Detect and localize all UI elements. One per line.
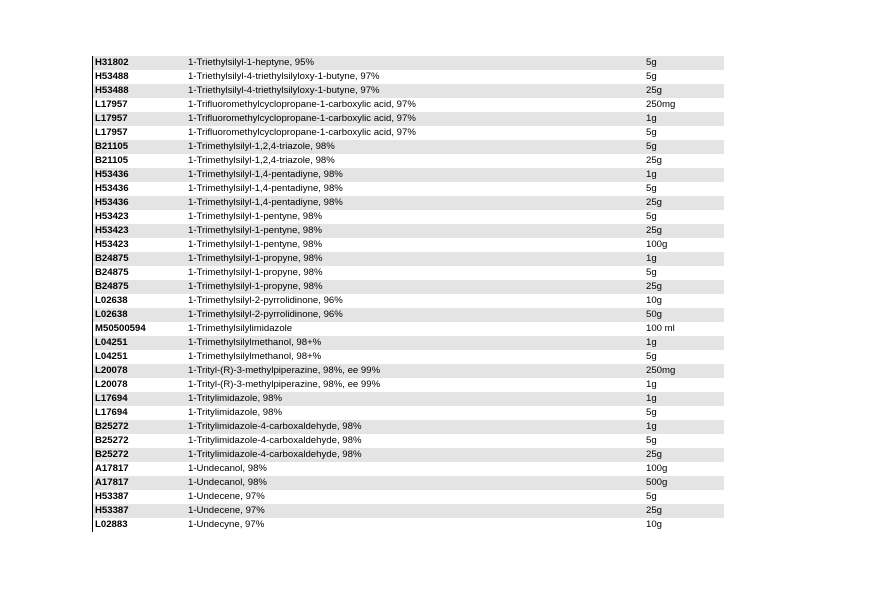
product-code: B24875 <box>95 267 129 278</box>
product-code: L02883 <box>95 519 128 530</box>
product-code: H53387 <box>95 505 129 516</box>
product-name: 1-Tritylimidazole-4-carboxaldehyde, 98% <box>188 449 362 460</box>
table-row <box>92 308 724 322</box>
table-row <box>92 420 724 434</box>
pack-size: 5g <box>646 267 657 278</box>
table-row <box>92 140 724 154</box>
product-code: H53423 <box>95 239 129 250</box>
product-code: L17694 <box>95 393 128 404</box>
product-name: 1-Trimethylsilyl-1,2,4-triazole, 98% <box>188 155 335 166</box>
table-row <box>92 112 724 126</box>
pack-size: 25g <box>646 197 663 208</box>
table-row <box>92 336 724 350</box>
pack-size: 250mg <box>646 99 676 110</box>
product-code: L17694 <box>95 407 128 418</box>
product-code: B24875 <box>95 253 129 264</box>
table-row <box>92 350 724 364</box>
product-code: H53423 <box>95 225 129 236</box>
pack-size: 25g <box>646 449 663 460</box>
product-name: 1-Trifluoromethylcyclopropane-1-carboxylic acid, 97% <box>188 113 416 124</box>
table-row <box>92 70 724 84</box>
table-row <box>92 224 724 238</box>
table-row <box>92 126 724 140</box>
table-row <box>92 252 724 266</box>
product-code: H53436 <box>95 169 129 180</box>
product-name: 1-Triethylsilyl-4-triethylsilyloxy-1-butyne, 97% <box>188 85 380 96</box>
pack-size: 1g <box>646 337 657 348</box>
table-row <box>92 168 724 182</box>
table-row <box>92 154 724 168</box>
table-row <box>92 504 724 518</box>
pack-size: 1g <box>646 253 657 264</box>
product-code: H53436 <box>95 197 129 208</box>
product-name: 1-Trimethylsilyl-1-pentyne, 98% <box>188 239 323 250</box>
pack-size: 50g <box>646 309 663 320</box>
table-row <box>92 266 724 280</box>
pack-size: 5g <box>646 57 657 68</box>
product-name: 1-Trimethylsilyl-1-propyne, 98% <box>188 281 323 292</box>
table-row <box>92 210 724 224</box>
product-name: 1-Trimethylsilyl-1-pentyne, 98% <box>188 225 323 236</box>
product-name: 1-Trimethylsilyl-1,4-pentadiyne, 98% <box>188 183 343 194</box>
table-row <box>92 322 724 336</box>
table-row <box>92 56 724 70</box>
pack-size: 5g <box>646 211 657 222</box>
table-row <box>92 294 724 308</box>
product-name: 1-Trimethylsilylmethanol, 98+% <box>188 337 322 348</box>
table-row <box>92 462 724 476</box>
table-row <box>92 434 724 448</box>
pack-size: 250mg <box>646 365 676 376</box>
product-code: H53387 <box>95 491 129 502</box>
pack-size: 10g <box>646 519 663 530</box>
product-name: 1-Trimethylsilyl-1-propyne, 98% <box>188 253 323 264</box>
table-row <box>92 364 724 378</box>
table-row <box>92 476 724 490</box>
product-name: 1-Trimethylsilyl-1-propyne, 98% <box>188 267 323 278</box>
product-name: 1-Trimethylsilylimidazole <box>188 323 293 334</box>
product-code: H31802 <box>95 57 129 68</box>
product-code: B25272 <box>95 421 129 432</box>
table-row <box>92 84 724 98</box>
pack-size: 1g <box>646 421 657 432</box>
table-row <box>92 392 724 406</box>
product-code: L04251 <box>95 351 128 362</box>
pack-size: 5g <box>646 141 657 152</box>
pack-size: 1g <box>646 393 657 404</box>
pack-size: 5g <box>646 435 657 446</box>
product-code: H53488 <box>95 71 129 82</box>
product-name: 1-Undecyne, 97% <box>188 519 265 530</box>
pack-size: 5g <box>646 127 657 138</box>
table-row <box>92 280 724 294</box>
table-row <box>92 518 724 532</box>
table-row <box>92 448 724 462</box>
product-name: 1-Trifluoromethylcyclopropane-1-carboxylic acid, 97% <box>188 127 416 138</box>
product-name: 1-Tritylimidazole-4-carboxaldehyde, 98% <box>188 421 362 432</box>
product-code: L20078 <box>95 365 128 376</box>
product-name: 1-Trimethylsilylmethanol, 98+% <box>188 351 322 362</box>
table-row <box>92 238 724 252</box>
pack-size: 500g <box>646 477 668 488</box>
product-name: 1-Tritylimidazole, 98% <box>188 407 283 418</box>
product-name: 1-Trimethylsilyl-2-pyrrolidinone, 96% <box>188 295 343 306</box>
product-name: 1-Trifluoromethylcyclopropane-1-carboxylic acid, 97% <box>188 99 416 110</box>
product-code: B21105 <box>95 141 129 152</box>
pack-size: 10g <box>646 295 663 306</box>
product-code: H53436 <box>95 183 129 194</box>
product-code: H53423 <box>95 211 129 222</box>
product-code: L04251 <box>95 337 128 348</box>
product-name: 1-Tritylimidazole-4-carboxaldehyde, 98% <box>188 435 362 446</box>
pack-size: 1g <box>646 113 657 124</box>
pack-size: 25g <box>646 155 663 166</box>
product-name: 1-Undecene, 97% <box>188 505 265 516</box>
product-code: L20078 <box>95 379 128 390</box>
pack-size: 5g <box>646 71 657 82</box>
pack-size: 5g <box>646 351 657 362</box>
product-name: 1-Trimethylsilyl-1,2,4-triazole, 98% <box>188 141 335 152</box>
product-name: 1-Undecanol, 98% <box>188 463 267 474</box>
product-code: L17957 <box>95 127 128 138</box>
pack-size: 25g <box>646 85 663 96</box>
product-code: L17957 <box>95 113 128 124</box>
product-code: H53488 <box>95 85 129 96</box>
product-code: A17817 <box>95 463 129 474</box>
pack-size: 25g <box>646 281 663 292</box>
product-name: 1-Triethylsilyl-1-heptyne, 95% <box>188 57 315 68</box>
product-name: 1-Trimethylsilyl-2-pyrrolidinone, 96% <box>188 309 343 320</box>
product-name: 1-Trimethylsilyl-1-pentyne, 98% <box>188 211 323 222</box>
pack-size: 100 ml <box>646 323 675 334</box>
pack-size: 5g <box>646 491 657 502</box>
pack-size: 5g <box>646 407 657 418</box>
table-row <box>92 378 724 392</box>
product-table <box>92 56 724 532</box>
table-row <box>92 182 724 196</box>
product-code: L02638 <box>95 295 128 306</box>
product-name: 1-Triethylsilyl-4-triethylsilyloxy-1-butyne, 97% <box>188 71 380 82</box>
product-code: B24875 <box>95 281 129 292</box>
pack-size: 100g <box>646 463 668 474</box>
product-name: 1-Undecanol, 98% <box>188 477 267 488</box>
pack-size: 100g <box>646 239 668 250</box>
product-code: L02638 <box>95 309 128 320</box>
product-name: 1-Trimethylsilyl-1,4-pentadiyne, 98% <box>188 197 343 208</box>
table-row <box>92 490 724 504</box>
table-row <box>92 98 724 112</box>
pack-size: 1g <box>646 379 657 390</box>
product-code: B25272 <box>95 449 129 460</box>
product-code: B21105 <box>95 155 129 166</box>
pack-size: 25g <box>646 505 663 516</box>
pack-size: 1g <box>646 169 657 180</box>
product-name: 1-Tritylimidazole, 98% <box>188 393 283 404</box>
product-code: L17957 <box>95 99 128 110</box>
product-name: 1-Trityl-(R)-3-methylpiperazine, 98%, ee 99% <box>188 379 381 390</box>
product-code: M50500594 <box>95 323 146 334</box>
product-code: B25272 <box>95 435 129 446</box>
product-name: 1-Undecene, 97% <box>188 491 265 502</box>
product-name: 1-Trimethylsilyl-1,4-pentadiyne, 98% <box>188 169 343 180</box>
product-name: 1-Trityl-(R)-3-methylpiperazine, 98%, ee 99% <box>188 365 381 376</box>
product-code: A17817 <box>95 477 129 488</box>
pack-size: 25g <box>646 225 663 236</box>
pack-size: 5g <box>646 183 657 194</box>
table-row <box>92 406 724 420</box>
table-row <box>92 196 724 210</box>
